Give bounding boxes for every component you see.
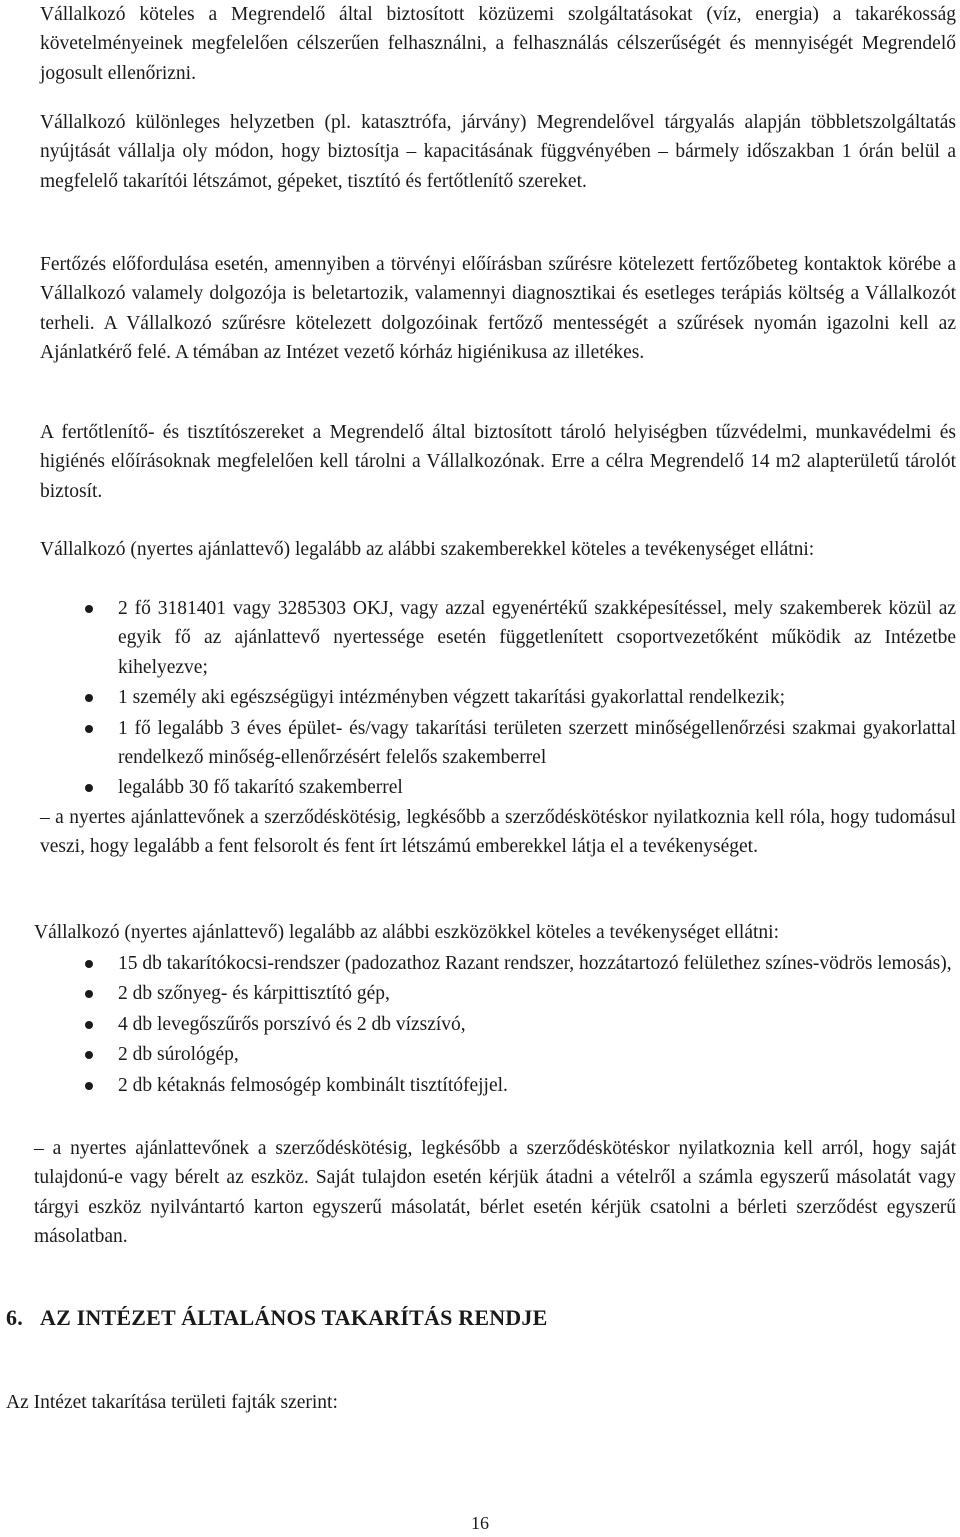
bullet-icon xyxy=(85,694,93,702)
bullet-icon xyxy=(85,725,93,733)
paragraph-infection: Fertőzés előfordulása esetén, amennyiben a törvényi előírásban szűrésre kötelezett fertőzőbeteg kontaktok körébe a Vállalkozó valamely dolgozója is beletartozik, valamennyi diagnosztikai és esetleges terápiás költség a Vállalkozót terheli. A Vállalkozó szűrésre kötelezett dolgozóinak fertőző mentességét a szűrések nyomán igazolni kell az Ajánlatkérő felé. A témában az Intézet vezető kórház higiénikusa az illetékes. xyxy=(40,254,956,364)
bullet-icon xyxy=(85,784,93,792)
page-number: 16 xyxy=(471,1513,489,1533)
list-item: legalább 30 fő takarító szakemberrel xyxy=(40,773,956,802)
list-item: 1 fő legalább 3 éves épület- és/vagy takarítási területen szerzett minőségellenőrzési szakmai gyakorlattal rendelkező minőség-ellenőrzésért felelős szakemberrel xyxy=(40,714,956,773)
bullet-icon xyxy=(85,1021,93,1029)
list-item: 2 fő 3181401 vagy 3285303 OKJ, vagy azzal egyenértékű szakképesítéssel, mely szakemberek közül az egyik fő az ajánlattevő nyertessége esetén függetlenített csoportvezetőként működik az Intézetbe kihelyezve; xyxy=(40,594,956,682)
paragraph-staff-intro: Vállalkozó (nyertes ajánlattevő) legalább az alábbi szakemberekkel köteles a tevékenységet ellátni: xyxy=(40,539,815,560)
list-item: 2 db szőnyeg- és kárpittisztító gép, xyxy=(40,979,956,1008)
paragraph-special-situation: Vállalkozó különleges helyzetben (pl. katasztrófa, járvány) Megrendelővel tárgyalás alapján többletszolgáltatás nyújtását vállalja oly módon, hogy biztosítja – kapacitásának függvényében – bármely időszakban 1 órán belül a megfelelő takarítói létszámot, gépeket, tisztító és fertőtlenítő szereket. xyxy=(40,112,956,192)
bullet-icon xyxy=(85,960,93,968)
section-heading xyxy=(6,1303,946,1333)
paragraph-equipment-intro: Vállalkozó (nyertes ajánlattevő) legalább az alábbi eszközökkel köteles a tevékenységet ellátni: xyxy=(34,922,780,943)
paragraph-equipment-declaration: – a nyertes ajánlattevőnek a szerződéskötésig, legkésőbb a szerződéskötéskor nyilatkoznia kell arról, hogy saját tulajdonú-e vagy bérelt az eszköz. Saját tulajdon esetén kérjük átadni a vételről a számla egyszerű másolatát vagy tárgyi eszköz nyilvántartó karton egyszerű másolatát, bérlet esetén kérjük csatolni a bérleti szerződést egyszerű másolatban. xyxy=(34,1138,956,1248)
bullet-icon xyxy=(85,605,93,613)
list-item: 4 db levegőszűrős porszívó és 2 db vízszívó, xyxy=(40,1010,956,1039)
bullet-icon xyxy=(85,990,93,998)
equipment-list xyxy=(40,949,956,1101)
section-title: AZ INTÉZET ÁLTALÁNOS TAKARÍTÁS RENDJE xyxy=(40,1305,548,1330)
paragraph-utilities: Vállalkozó köteles a Megrendelő által biztosított közüzemi szolgáltatásokat (víz, energia) a takarékosság követelményeinek megfelelően célszerűen felhasználni, a felhasználás célszerűségét és mennyiségét Megrendelő jogosult ellenőrizni. xyxy=(40,4,956,84)
bullet-icon xyxy=(85,1051,93,1059)
paragraph-area-types: Az Intézet takarítása területi fajták szerint: xyxy=(6,1392,338,1413)
section-number: 6. xyxy=(6,1305,23,1330)
bullet-icon xyxy=(85,1082,93,1090)
paragraph-storage: A fertőtlenítő- és tisztítószereket a Megrendelő által biztosított tároló helyiségben tűzvédelmi, munkavédelmi és higiénés előírásoknak megfelelően kell tárolni a Vállalkozónak. Erre a célra Megrendelő 14 m2 alapterületű tárolót biztosít. xyxy=(40,422,956,502)
staff-list xyxy=(40,594,956,804)
list-item: 2 db kétaknás felmosógép kombinált tisztítófejjel. xyxy=(40,1071,956,1100)
list-item: 15 db takarítókocsi-rendszer (padozathoz Razant rendszer, hozzátartozó felülethez színes-vödrös lemosás), xyxy=(40,949,956,978)
paragraph-staff-declaration: – a nyertes ajánlattevőnek a szerződéskötésig, legkésőbb a szerződéskötéskor nyilatkoznia kell róla, hogy tudomásul veszi, hogy legalább a fent felsorolt és fent írt létszámú emberekkel látja el a tevékenységet. xyxy=(40,807,956,858)
list-item: 1 személy aki egészségügyi intézményben végzett takarítási gyakorlattal rendelkezik; xyxy=(40,683,956,712)
list-item: 2 db súrológép, xyxy=(40,1040,956,1069)
